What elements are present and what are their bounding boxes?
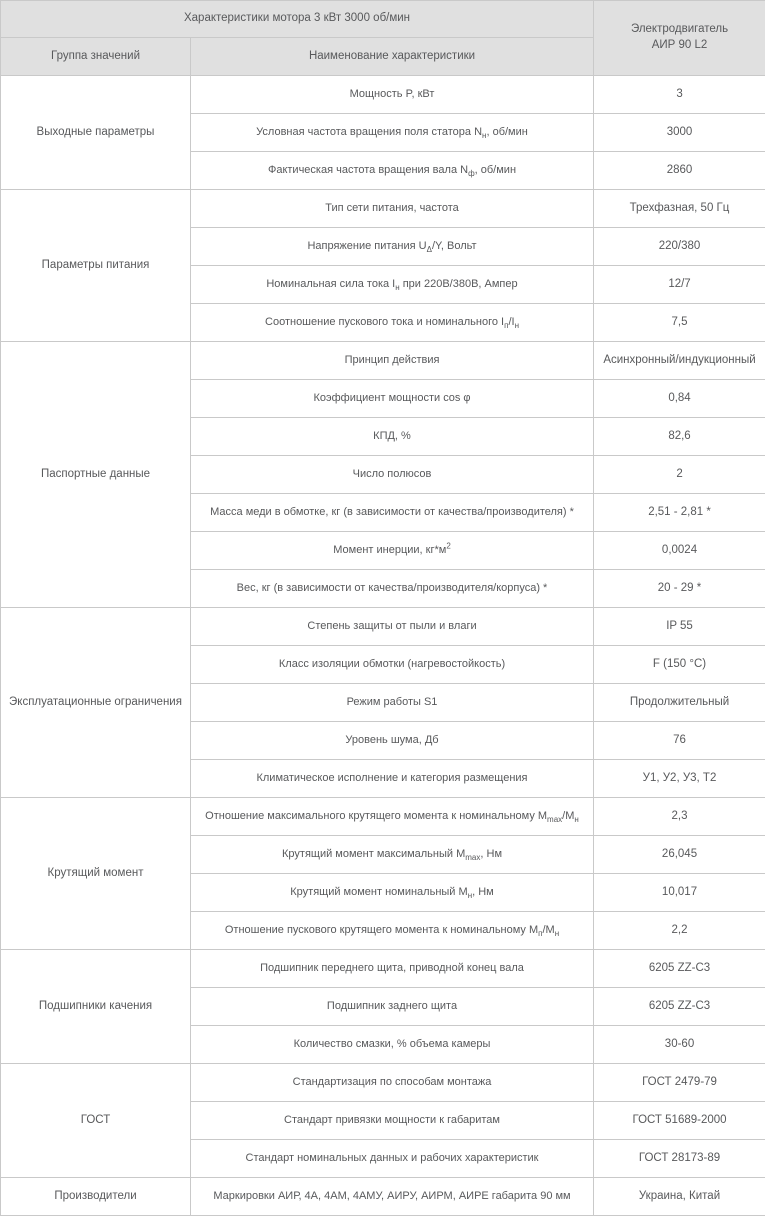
table-row bbox=[1, 76, 765, 114]
characteristic-value-cell: Асинхронный/индукционный bbox=[594, 342, 765, 380]
characteristic-name-cell bbox=[191, 798, 594, 836]
characteristic-name-cell bbox=[191, 228, 594, 266]
characteristic-value-cell: ГОСТ 28173-89 bbox=[594, 1140, 765, 1178]
group-name-cell: Эксплуатационные ограничения bbox=[1, 608, 191, 798]
characteristic-value-cell: 2,2 bbox=[594, 912, 765, 950]
text-run: Стандарт привязки мощности к габаритам bbox=[284, 1114, 500, 1126]
text-run: Маркировки АИР, 4А, 4АМ, 4АМУ, АИРУ, АИРМ, АИРЕ габарита 90 мм bbox=[213, 1190, 570, 1202]
characteristic-value-cell: 3000 bbox=[594, 114, 765, 152]
characteristic-name-cell bbox=[191, 836, 594, 874]
characteristic-name-cell bbox=[191, 874, 594, 912]
table-header bbox=[1, 1, 765, 76]
characteristic-value-cell: 76 bbox=[594, 722, 765, 760]
motor-header-cell bbox=[594, 1, 765, 76]
characteristic-name-cell bbox=[191, 304, 594, 342]
header-title-row bbox=[1, 1, 765, 38]
table-title: Характеристики мотора 3 кВт 3000 об/мин bbox=[1, 1, 594, 38]
text-run: Отношение максимального крутящего момента к номинальному M bbox=[205, 810, 547, 822]
characteristic-value-cell: IP 55 bbox=[594, 608, 765, 646]
column-header-name: Наименование характеристики bbox=[191, 38, 594, 76]
characteristic-value-cell: 6205 ZZ-C3 bbox=[594, 950, 765, 988]
characteristic-name-cell bbox=[191, 342, 594, 380]
characteristic-value-cell: 6205 ZZ-C3 bbox=[594, 988, 765, 1026]
characteristic-value-cell: 0,0024 bbox=[594, 532, 765, 570]
characteristic-name-cell bbox=[191, 988, 594, 1026]
text-run: , Нм bbox=[480, 848, 502, 860]
column-header-group: Группа значений bbox=[1, 38, 191, 76]
table-row bbox=[1, 608, 765, 646]
subscript: н bbox=[515, 321, 519, 330]
characteristic-name-cell bbox=[191, 684, 594, 722]
subscript: н bbox=[482, 131, 486, 140]
subscript: Δ bbox=[427, 245, 432, 254]
text-run: КПД, % bbox=[373, 430, 411, 442]
table-row bbox=[1, 190, 765, 228]
table-row bbox=[1, 798, 765, 836]
characteristic-name-cell bbox=[191, 266, 594, 304]
characteristic-value-cell: 10,017 bbox=[594, 874, 765, 912]
characteristic-name-cell bbox=[191, 1064, 594, 1102]
group-name-cell: Крутящий момент bbox=[1, 798, 191, 950]
characteristic-name-cell bbox=[191, 722, 594, 760]
subscript: н bbox=[395, 283, 399, 292]
text-run: Режим работы S1 bbox=[347, 696, 438, 708]
characteristic-value-cell: 0,84 bbox=[594, 380, 765, 418]
characteristic-value-cell: 26,045 bbox=[594, 836, 765, 874]
text-run: при 220В/380В, Ампер bbox=[400, 278, 518, 290]
group-name-cell: Параметры питания bbox=[1, 190, 191, 342]
characteristic-name-cell bbox=[191, 190, 594, 228]
characteristic-value-cell: Украина, Китай bbox=[594, 1178, 765, 1216]
group-name-cell: Выходные параметры bbox=[1, 76, 191, 190]
characteristic-name-cell bbox=[191, 114, 594, 152]
characteristic-name-cell bbox=[191, 494, 594, 532]
motor-label: Электродвигатель bbox=[600, 22, 759, 38]
characteristic-value-cell: 30-60 bbox=[594, 1026, 765, 1064]
characteristic-value-cell: 2 bbox=[594, 456, 765, 494]
characteristic-value-cell: 220/380 bbox=[594, 228, 765, 266]
subscript: ф bbox=[468, 169, 475, 178]
text-run: Крутящий момент максимальный M bbox=[282, 848, 465, 860]
characteristic-name-cell bbox=[191, 380, 594, 418]
text-run: Уровень шума, Дб bbox=[345, 734, 438, 746]
characteristic-name-cell bbox=[191, 950, 594, 988]
text-run: /M bbox=[562, 810, 574, 822]
table-row bbox=[1, 1064, 765, 1102]
characteristic-value-cell: 20 - 29 * bbox=[594, 570, 765, 608]
characteristic-name-cell bbox=[191, 1178, 594, 1216]
subscript: п bbox=[538, 929, 542, 938]
text-run: , об/мин bbox=[486, 126, 527, 138]
text-run: Подшипник переднего щита, приводной конец вала bbox=[260, 962, 524, 974]
characteristic-value-cell: ГОСТ 2479-79 bbox=[594, 1064, 765, 1102]
text-run: /Y, Вольт bbox=[432, 240, 477, 252]
text-run: Подшипник заднего щита bbox=[327, 1000, 457, 1012]
table-row bbox=[1, 342, 765, 380]
subscript: н bbox=[574, 815, 578, 824]
text-run: Соотношение пускового тока и номинального I bbox=[265, 316, 504, 328]
characteristic-name-cell bbox=[191, 760, 594, 798]
characteristic-name-cell bbox=[191, 76, 594, 114]
text-run: Степень защиты от пыли и влаги bbox=[307, 620, 476, 632]
characteristic-value-cell: У1, У2, У3, Т2 bbox=[594, 760, 765, 798]
group-name-cell: ГОСТ bbox=[1, 1064, 191, 1178]
subscript: н bbox=[468, 891, 472, 900]
characteristic-name-cell bbox=[191, 152, 594, 190]
characteristic-name-cell bbox=[191, 418, 594, 456]
text-run: Фактическая частота вращения вала N bbox=[268, 164, 468, 176]
table-row bbox=[1, 1178, 765, 1216]
characteristic-value-cell: 2,51 - 2,81 * bbox=[594, 494, 765, 532]
text-run: Класс изоляции обмотки (нагревостойкость) bbox=[279, 658, 505, 670]
characteristic-name-cell bbox=[191, 912, 594, 950]
text-run: Количество смазки, % объема камеры bbox=[294, 1038, 491, 1050]
text-run: Стандартизация по способам монтажа bbox=[293, 1076, 492, 1088]
text-run: Момент инерции, кг*м bbox=[333, 544, 446, 556]
text-run: , об/мин bbox=[475, 164, 516, 176]
characteristic-name-cell bbox=[191, 532, 594, 570]
group-name-cell: Подшипники качения bbox=[1, 950, 191, 1064]
subscript: п bbox=[504, 321, 508, 330]
characteristic-value-cell: 2860 bbox=[594, 152, 765, 190]
text-run: Стандарт номинальных данных и рабочих характеристик bbox=[246, 1152, 539, 1164]
text-run: Условная частота вращения поля статора N bbox=[256, 126, 482, 138]
text-run: Напряжение питания U bbox=[307, 240, 426, 252]
characteristic-value-cell: Трехфазная, 50 Гц bbox=[594, 190, 765, 228]
characteristic-name-cell bbox=[191, 608, 594, 646]
text-run: Вес, кг (в зависимости от качества/производителя/корпуса) * bbox=[237, 582, 548, 594]
characteristic-value-cell: F (150 °C) bbox=[594, 646, 765, 684]
characteristic-value-cell: 3 bbox=[594, 76, 765, 114]
superscript: 2 bbox=[446, 541, 450, 550]
characteristic-name-cell bbox=[191, 1102, 594, 1140]
group-name-cell: Производители bbox=[1, 1178, 191, 1216]
text-run: Отношение пускового крутящего момента к номинальному M bbox=[225, 924, 538, 936]
table-row bbox=[1, 950, 765, 988]
motor-model: АИР 90 L2 bbox=[600, 38, 759, 54]
table-body bbox=[1, 76, 765, 1216]
characteristic-value-cell: Продолжительный bbox=[594, 684, 765, 722]
characteristic-value-cell: 82,6 bbox=[594, 418, 765, 456]
text-run: /I bbox=[508, 316, 514, 328]
text-run: Коэффициент мощности cos φ bbox=[313, 392, 470, 404]
subscript: max bbox=[465, 853, 480, 862]
text-run: Номинальная сила тока I bbox=[266, 278, 395, 290]
characteristic-name-cell bbox=[191, 456, 594, 494]
characteristic-value-cell: ГОСТ 51689-2000 bbox=[594, 1102, 765, 1140]
text-run: , Нм bbox=[472, 886, 494, 898]
text-run: Тип сети питания, частота bbox=[325, 202, 458, 214]
characteristic-name-cell bbox=[191, 646, 594, 684]
characteristic-name-cell bbox=[191, 1026, 594, 1064]
text-run: Число полюсов bbox=[353, 468, 432, 480]
text-run: /M bbox=[543, 924, 555, 936]
text-run: Климатическое исполнение и категория размещения bbox=[256, 772, 527, 784]
group-name-cell: Паспортные данные bbox=[1, 342, 191, 608]
text-run: Масса меди в обмотке, кг (в зависимости от качества/производителя) * bbox=[210, 506, 574, 518]
subscript: max bbox=[547, 815, 562, 824]
text-run: Принцип действия bbox=[345, 354, 440, 366]
text-run: Мощность P, кВт bbox=[350, 88, 435, 100]
subscript: н bbox=[555, 929, 559, 938]
characteristic-value-cell: 12/7 bbox=[594, 266, 765, 304]
characteristic-value-cell: 7,5 bbox=[594, 304, 765, 342]
characteristic-name-cell bbox=[191, 570, 594, 608]
text-run: Крутящий момент номинальный M bbox=[290, 886, 467, 898]
characteristic-name-cell bbox=[191, 1140, 594, 1178]
characteristic-value-cell: 2,3 bbox=[594, 798, 765, 836]
